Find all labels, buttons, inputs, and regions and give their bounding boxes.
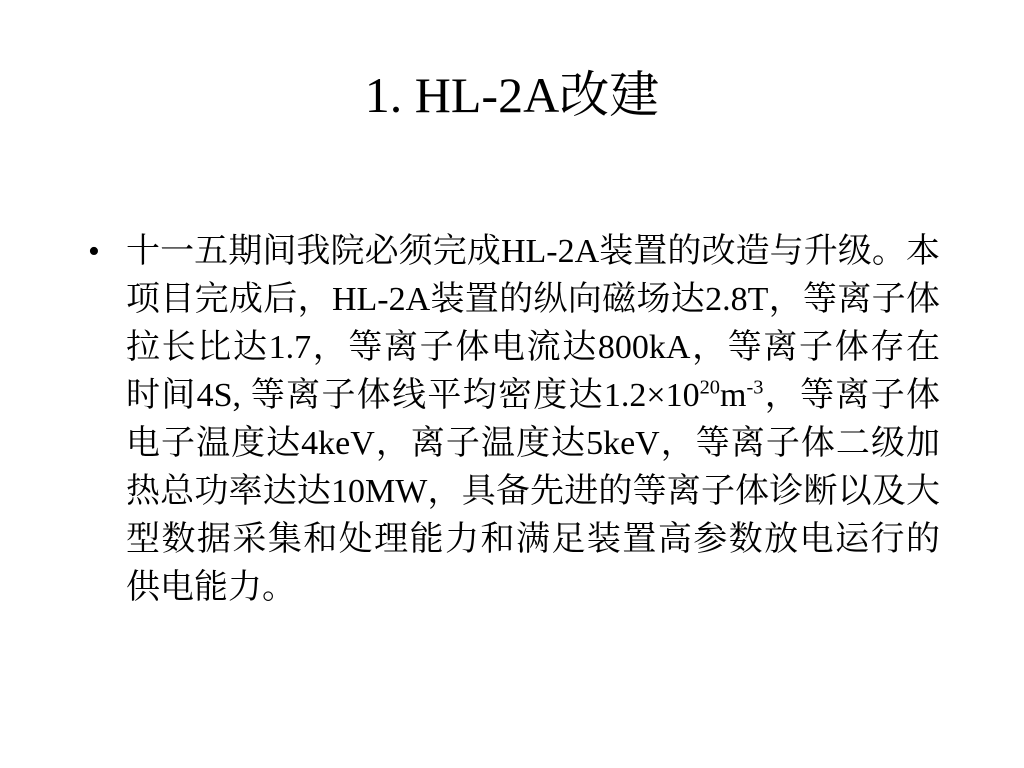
unit-exponent: -3 — [746, 376, 764, 399]
bullet-text-unit: m — [720, 377, 747, 414]
bullet-dot-icon: • — [88, 233, 100, 270]
bullet-list — [88, 228, 940, 612]
density-exponent: 20 — [699, 376, 720, 399]
bullet-text-part-1: 十一五期间我院必须完成HL-2A装置的改造与升级。本项目完成后，HL-2A装置的纵向磁场达2.8T，等离子体拉长比达1.7，等离子体电流达800kA，等离子体存在时间4S, 等离子体线平均密度达1.2×10 — [126, 233, 940, 414]
slide-title: 1. HL-2A改建 — [364, 67, 660, 123]
bullet-text-part-2: ，等离子体电子温度达4keV，离子温度达5keV，等离子体二级加热总功率达达10MW，具备先进的等离子体诊断以及大型数据采集和处理能力和满足装置高参数放电运行的供电能力。 — [126, 377, 940, 606]
bullet-item — [88, 228, 940, 612]
